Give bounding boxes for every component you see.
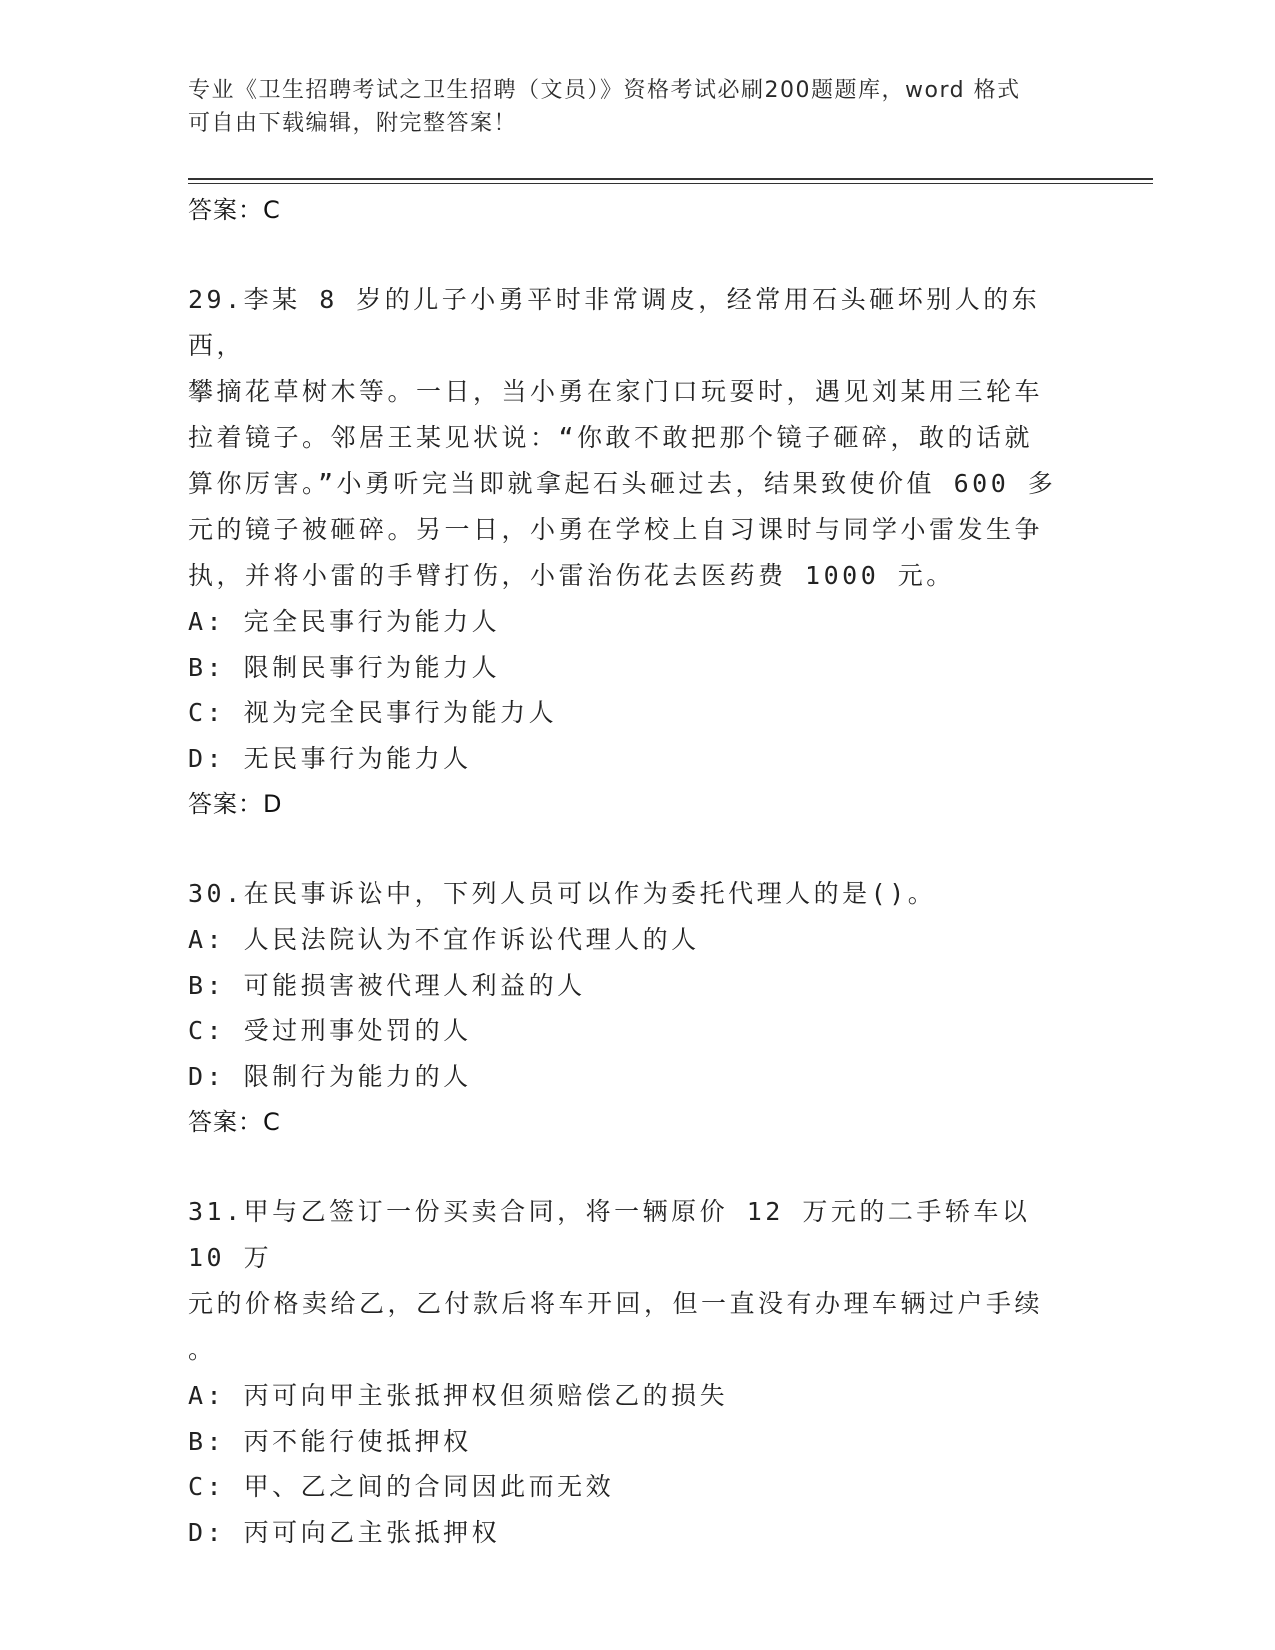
option-b: B: 丙不能行使抵押权 xyxy=(188,1426,472,1456)
option-d: D: 丙可向乙主张抵押权 xyxy=(188,1517,501,1547)
option-c: C: 受过刑事处罚的人 xyxy=(188,1016,472,1045)
answer-line: 答案：C xyxy=(188,196,281,224)
question-line: 。 xyxy=(188,1335,217,1364)
option-a: A: 完全民事行为能力人 xyxy=(188,607,501,636)
answer-line: 答案：C xyxy=(188,1108,281,1136)
header-divider-thin xyxy=(188,183,1153,184)
document-header xyxy=(188,74,1068,140)
option-d: D: 限制行为能力的人 xyxy=(188,1061,472,1091)
question-line: 执，并将小雷的手臂打伤，小雷治伤花去医药费 1000 元。 xyxy=(188,561,955,590)
question-block xyxy=(188,871,1068,1145)
question-line: 30.在民事诉讼中，下列人员可以作为委托代理人的是()。 xyxy=(188,879,937,908)
question-line: 31.甲与乙签订一份买卖合同，将一辆原价 12 万元的二手轿车以 10 万 xyxy=(188,1197,1031,1272)
option-a: A: 人民法院认为不宜作诉讼代理人的人 xyxy=(188,925,700,954)
question-line: 攀摘花草树木等。一日，当小勇在家门口玩耍时，遇见刘某用三轮车 xyxy=(188,377,1044,406)
option-b: B: 可能损害被代理人利益的人 xyxy=(188,970,586,1000)
question-block xyxy=(188,1189,1068,1555)
spacer xyxy=(188,233,1068,277)
document-body xyxy=(188,187,1068,1555)
option-c: C: 甲、乙之间的合同因此而无效 xyxy=(188,1472,615,1501)
question-line: 算你厉害。”小勇听完当即就拿起石头砸过去，结果致使价值 600 多 xyxy=(188,469,1057,498)
header-line-2: 可自由下载编辑，附完整答案！ xyxy=(188,111,518,136)
question-block xyxy=(188,277,1068,827)
spacer xyxy=(188,827,1068,871)
spacer xyxy=(188,1145,1068,1189)
answer-line: 答案：D xyxy=(188,790,283,818)
option-a: A: 丙可向甲主张抵押权但须赔偿乙的损失 xyxy=(188,1381,729,1410)
option-b: B: 限制民事行为能力人 xyxy=(188,652,501,682)
question-line: 29.李某 8 岁的儿子小勇平时非常调皮，经常用石头砸坏别人的东西， xyxy=(188,285,1041,360)
option-c: C: 视为完全民事行为能力人 xyxy=(188,698,558,727)
question-line: 元的价格卖给乙，乙付款后将车开回，但一直没有办理车辆过户手续 xyxy=(188,1289,1044,1318)
question-line: 拉着镜子。邻居王某见状说：“你敢不敢把那个镜子砸碎，敢的话就 xyxy=(188,423,1034,452)
header-divider-thick xyxy=(188,178,1153,180)
option-d: D: 无民事行为能力人 xyxy=(188,743,472,773)
header-line-1: 专业《卫生招聘考试之卫生招聘（文员）》资格考试必刷200题题库，word 格式 xyxy=(188,78,1021,103)
question-line: 元的镜子被砸碎。另一日，小勇在学校上自习课时与同学小雷发生争 xyxy=(188,515,1044,544)
